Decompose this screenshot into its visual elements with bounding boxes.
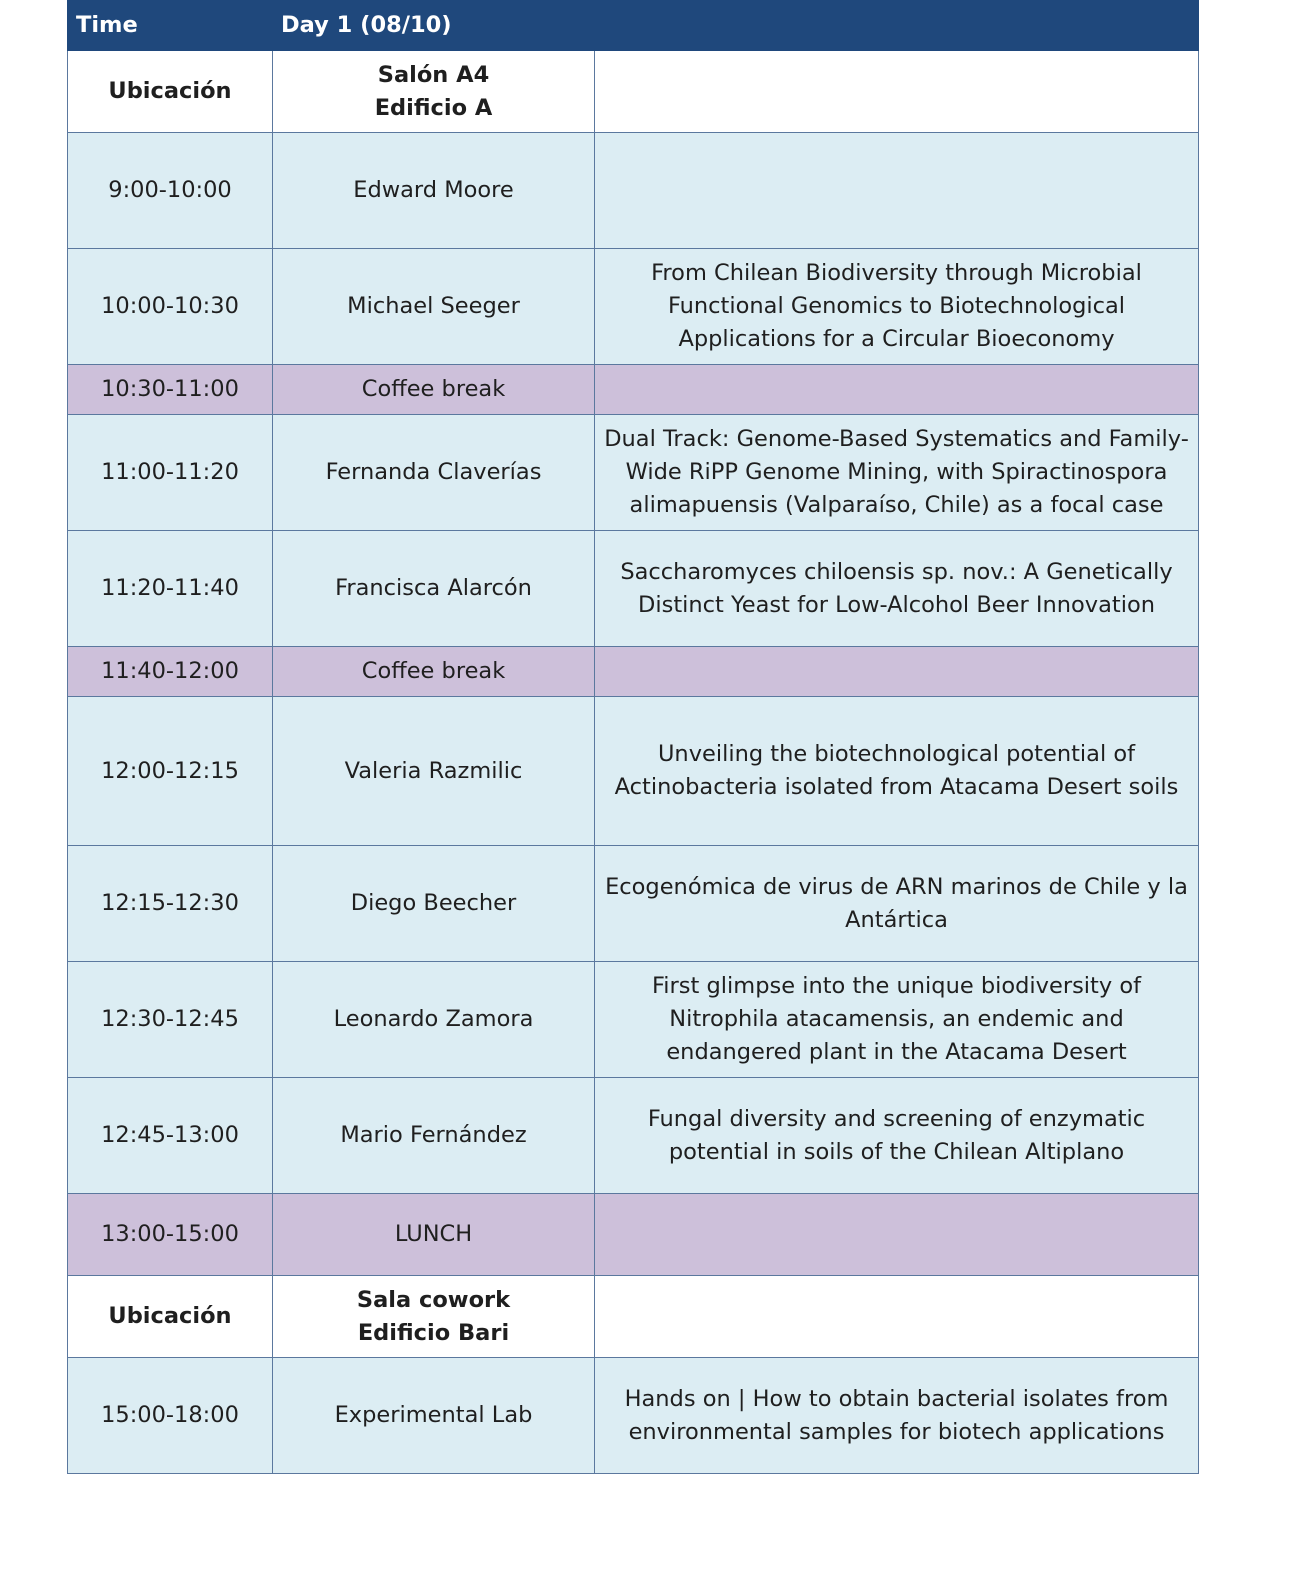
building-name: Edificio Bari <box>357 1319 510 1346</box>
location-room <box>273 51 595 133</box>
room-name: Sala cowork <box>356 1286 511 1313</box>
title-cell: Dual Track: Genome-Based Systematics and Family-Wide RiPP Genome Mining, with Spiractinospora alimapuensis (Valparaíso, Chile) as a focal case <box>595 415 1199 531</box>
time-cell: 15:00-18:00 <box>68 1358 273 1474</box>
speaker-cell: Fernanda Claverías <box>273 415 595 531</box>
speaker-cell: Mario Fernández <box>273 1078 595 1194</box>
time-cell: 9:00-10:00 <box>68 133 273 249</box>
location-row <box>68 51 1199 133</box>
speaker-cell: Edward Moore <box>273 133 595 249</box>
time-cell: 13:00-15:00 <box>68 1194 273 1276</box>
table-row <box>68 1078 1199 1194</box>
schedule-table <box>67 0 1199 1474</box>
break-row <box>68 1194 1199 1276</box>
break-label: Coffee break <box>273 365 595 415</box>
location-room <box>273 1276 595 1358</box>
title-cell <box>595 647 1199 697</box>
speaker-cell: Michael Seeger <box>273 249 595 365</box>
title-cell <box>595 133 1199 249</box>
speaker-cell: Valeria Razmilic <box>273 697 595 846</box>
title-cell: Fungal diversity and screening of enzymatic potential in soils of the Chilean Altiplano <box>595 1078 1199 1194</box>
title-cell <box>595 365 1199 415</box>
title-cell: Unveiling the biotechnological potential of Actinobacteria isolated from Atacama Desert soils <box>595 697 1199 846</box>
table-row <box>68 962 1199 1078</box>
speaker-cell: Experimental Lab <box>273 1358 595 1474</box>
break-row <box>68 365 1199 415</box>
table-row <box>68 1358 1199 1474</box>
time-cell: 11:20-11:40 <box>68 531 273 647</box>
day-header: Day 1 (08/10) <box>273 1 1199 51</box>
location-label: Ubicación <box>68 1276 273 1358</box>
location-label: Ubicación <box>68 51 273 133</box>
time-cell: 12:30-12:45 <box>68 962 273 1078</box>
break-label: LUNCH <box>273 1194 595 1276</box>
speaker-cell: Diego Beecher <box>273 846 595 962</box>
table-row <box>68 846 1199 962</box>
title-cell: Ecogenómica de virus de ARN marinos de Chile y la Antártica <box>595 846 1199 962</box>
break-row <box>68 647 1199 697</box>
time-cell: 12:00-12:15 <box>68 697 273 846</box>
header-row <box>68 1 1199 51</box>
title-cell: Saccharomyces chiloensis sp. nov.: A Genetically Distinct Yeast for Low-Alcohol Beer Innovation <box>595 531 1199 647</box>
time-cell: 10:00-10:30 <box>68 249 273 365</box>
title-cell: From Chilean Biodiversity through Microbial Functional Genomics to Biotechnological Applications for a Circular Bioeconomy <box>595 249 1199 365</box>
time-cell: 12:45-13:00 <box>68 1078 273 1194</box>
break-label: Coffee break <box>273 647 595 697</box>
table-row <box>68 249 1199 365</box>
building-name: Edificio A <box>374 94 493 121</box>
speaker-cell: Francisca Alarcón <box>273 531 595 647</box>
location-row <box>68 1276 1199 1358</box>
room-name: Salón A4 <box>377 61 490 88</box>
location-empty <box>595 51 1199 133</box>
time-cell: 11:00-11:20 <box>68 415 273 531</box>
table-row <box>68 415 1199 531</box>
speaker-cell: Leonardo Zamora <box>273 962 595 1078</box>
time-header: Time <box>68 1 273 51</box>
title-cell <box>595 1194 1199 1276</box>
location-empty <box>595 1276 1199 1358</box>
time-cell: 12:15-12:30 <box>68 846 273 962</box>
time-cell: 11:40-12:00 <box>68 647 273 697</box>
table-row <box>68 133 1199 249</box>
table-row <box>68 531 1199 647</box>
title-cell: First glimpse into the unique biodiversity of Nitrophila atacamensis, an endemic and endangered plant in the Atacama Desert <box>595 962 1199 1078</box>
table-row <box>68 697 1199 846</box>
title-cell: Hands on | How to obtain bacterial isolates from environmental samples for biotech applications <box>595 1358 1199 1474</box>
time-cell: 10:30-11:00 <box>68 365 273 415</box>
